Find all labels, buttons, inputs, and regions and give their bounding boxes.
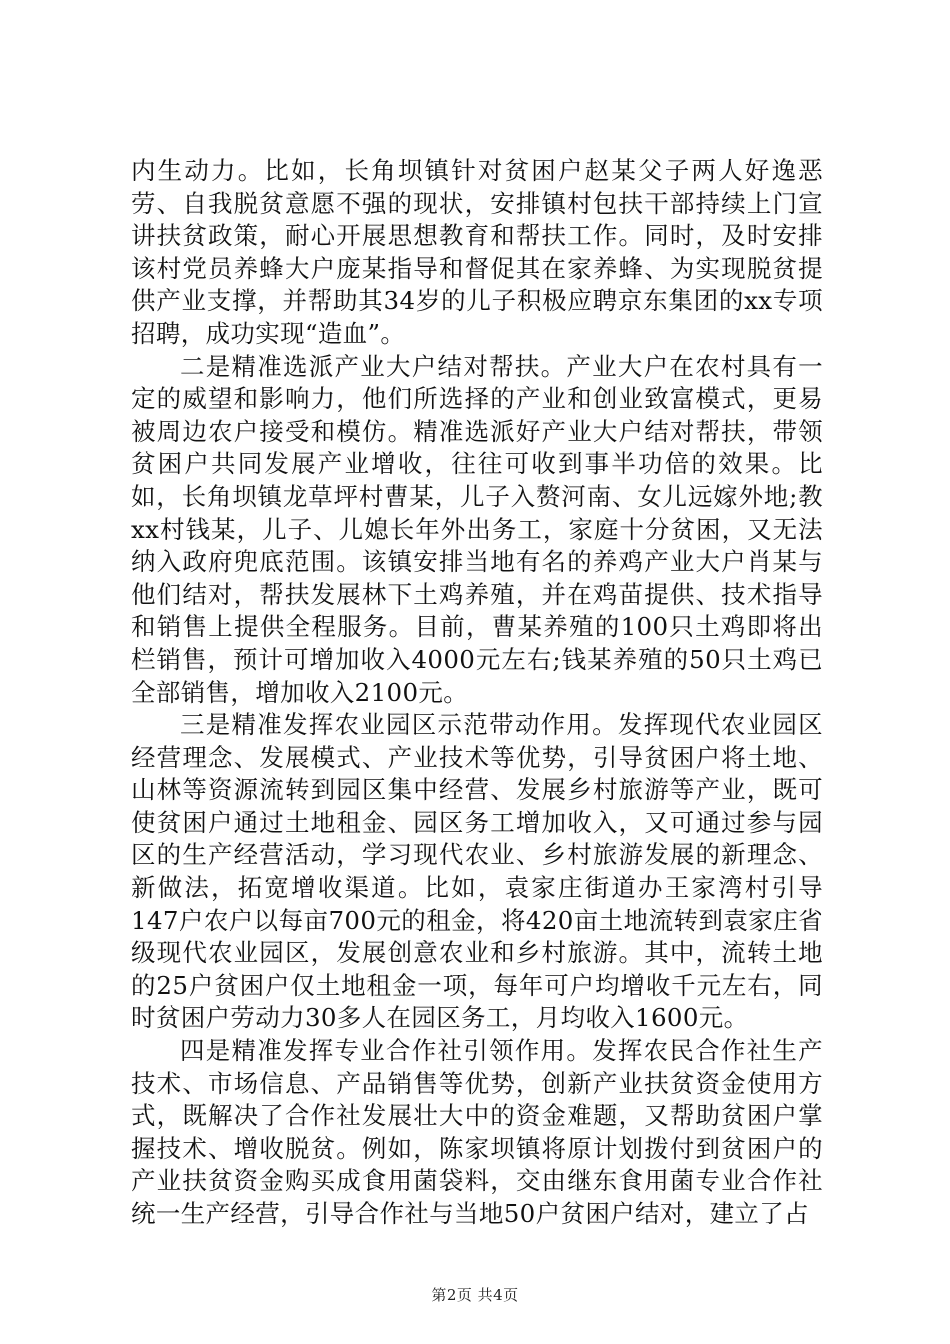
document-body [131,155,823,1231]
paragraph-point-three: 三是精准发挥农业园区示范带动作用。发挥现代农业园区经营理念、发展模式、产业技术等优势，引导贫困户将土地、山林等资源流转到园区集中经营、发展乡村旅游等产业，既可使贫困户通过土地租金、园区务工增加收入，又可通过参与园区的生产经营活动，学习现代农业、乡村旅游发展的新理念、新做法，拓宽增收渠道。比如，袁家庄街道办王家湾村引导147户农户以每亩700元的租金，将420亩土地流转到袁家庄省级现代农业园区，发展创意农业和乡村旅游。其中，流转土地的25户贫困户仅土地租金一项，每年可户均增收千元左右，同时贫困户劳动力30多人在园区务工，月均收入1600元。 [131,710,823,1033]
page-footer [0,1285,950,1305]
paragraph-continuation: 内生动力。比如，长角坝镇针对贫困户赵某父子两人好逸恶劳、自我脱贫意愿不强的现状，安排镇村包扶干部持续上门宣讲扶贫政策，耐心开展思想教育和帮扶工作。同时，及时安排该村党员养蜂大户庞某指导和督促其在家养蜂、为实现脱贫提供产业支撑，并帮助其34岁的儿子积极应聘京东集团的xx专项招聘，成功实现“造血”。 [131,156,823,348]
paragraph-point-two: 二是精准选派产业大户结对帮扶。产业大户在农村具有一定的威望和影响力，他们所选择的产业和创业致富模式，更易被周边农户接受和模仿。精准选派好产业大户结对帮扶，带领贫困户共同发展产业增收，往往可收到事半功倍的效果。比如，长角坝镇龙草坪村曹某，儿子入赘河南、女儿远嫁外地;教xx村钱某，儿子、儿媳长年外出务工，家庭十分贫困，又无法纳入政府兜底范围。该镇安排当地有名的养鸡产业大户肖某与他们结对，帮扶发展林下土鸡养殖，并在鸡苗提供、技术指导和销售上提供全程服务。目前，曹某养殖的100只土鸡即将出栏销售，预计可增加收入4000元左右;钱某养殖的50只土鸡已全部销售，增加收入2100元。 [131,351,823,707]
paragraph-point-four: 四是精准发挥专业合作社引领作用。发挥农民合作社生产技术、市场信息、产品销售等优势，创新产业扶贫资金使用方式，既解决了合作社发展壮大中的资金难题，又帮助贫困户掌握技术、增收脱贫。例如，陈家坝镇将原计划拨付到贫困户的产业扶贫资金购买成食用菌袋料，交由继东食用菌专业合作社统一生产经营，引导合作社与当地50户贫困户结对，建立了占 [131,1036,823,1228]
page-number: 第2页 共4页 [431,1286,519,1304]
